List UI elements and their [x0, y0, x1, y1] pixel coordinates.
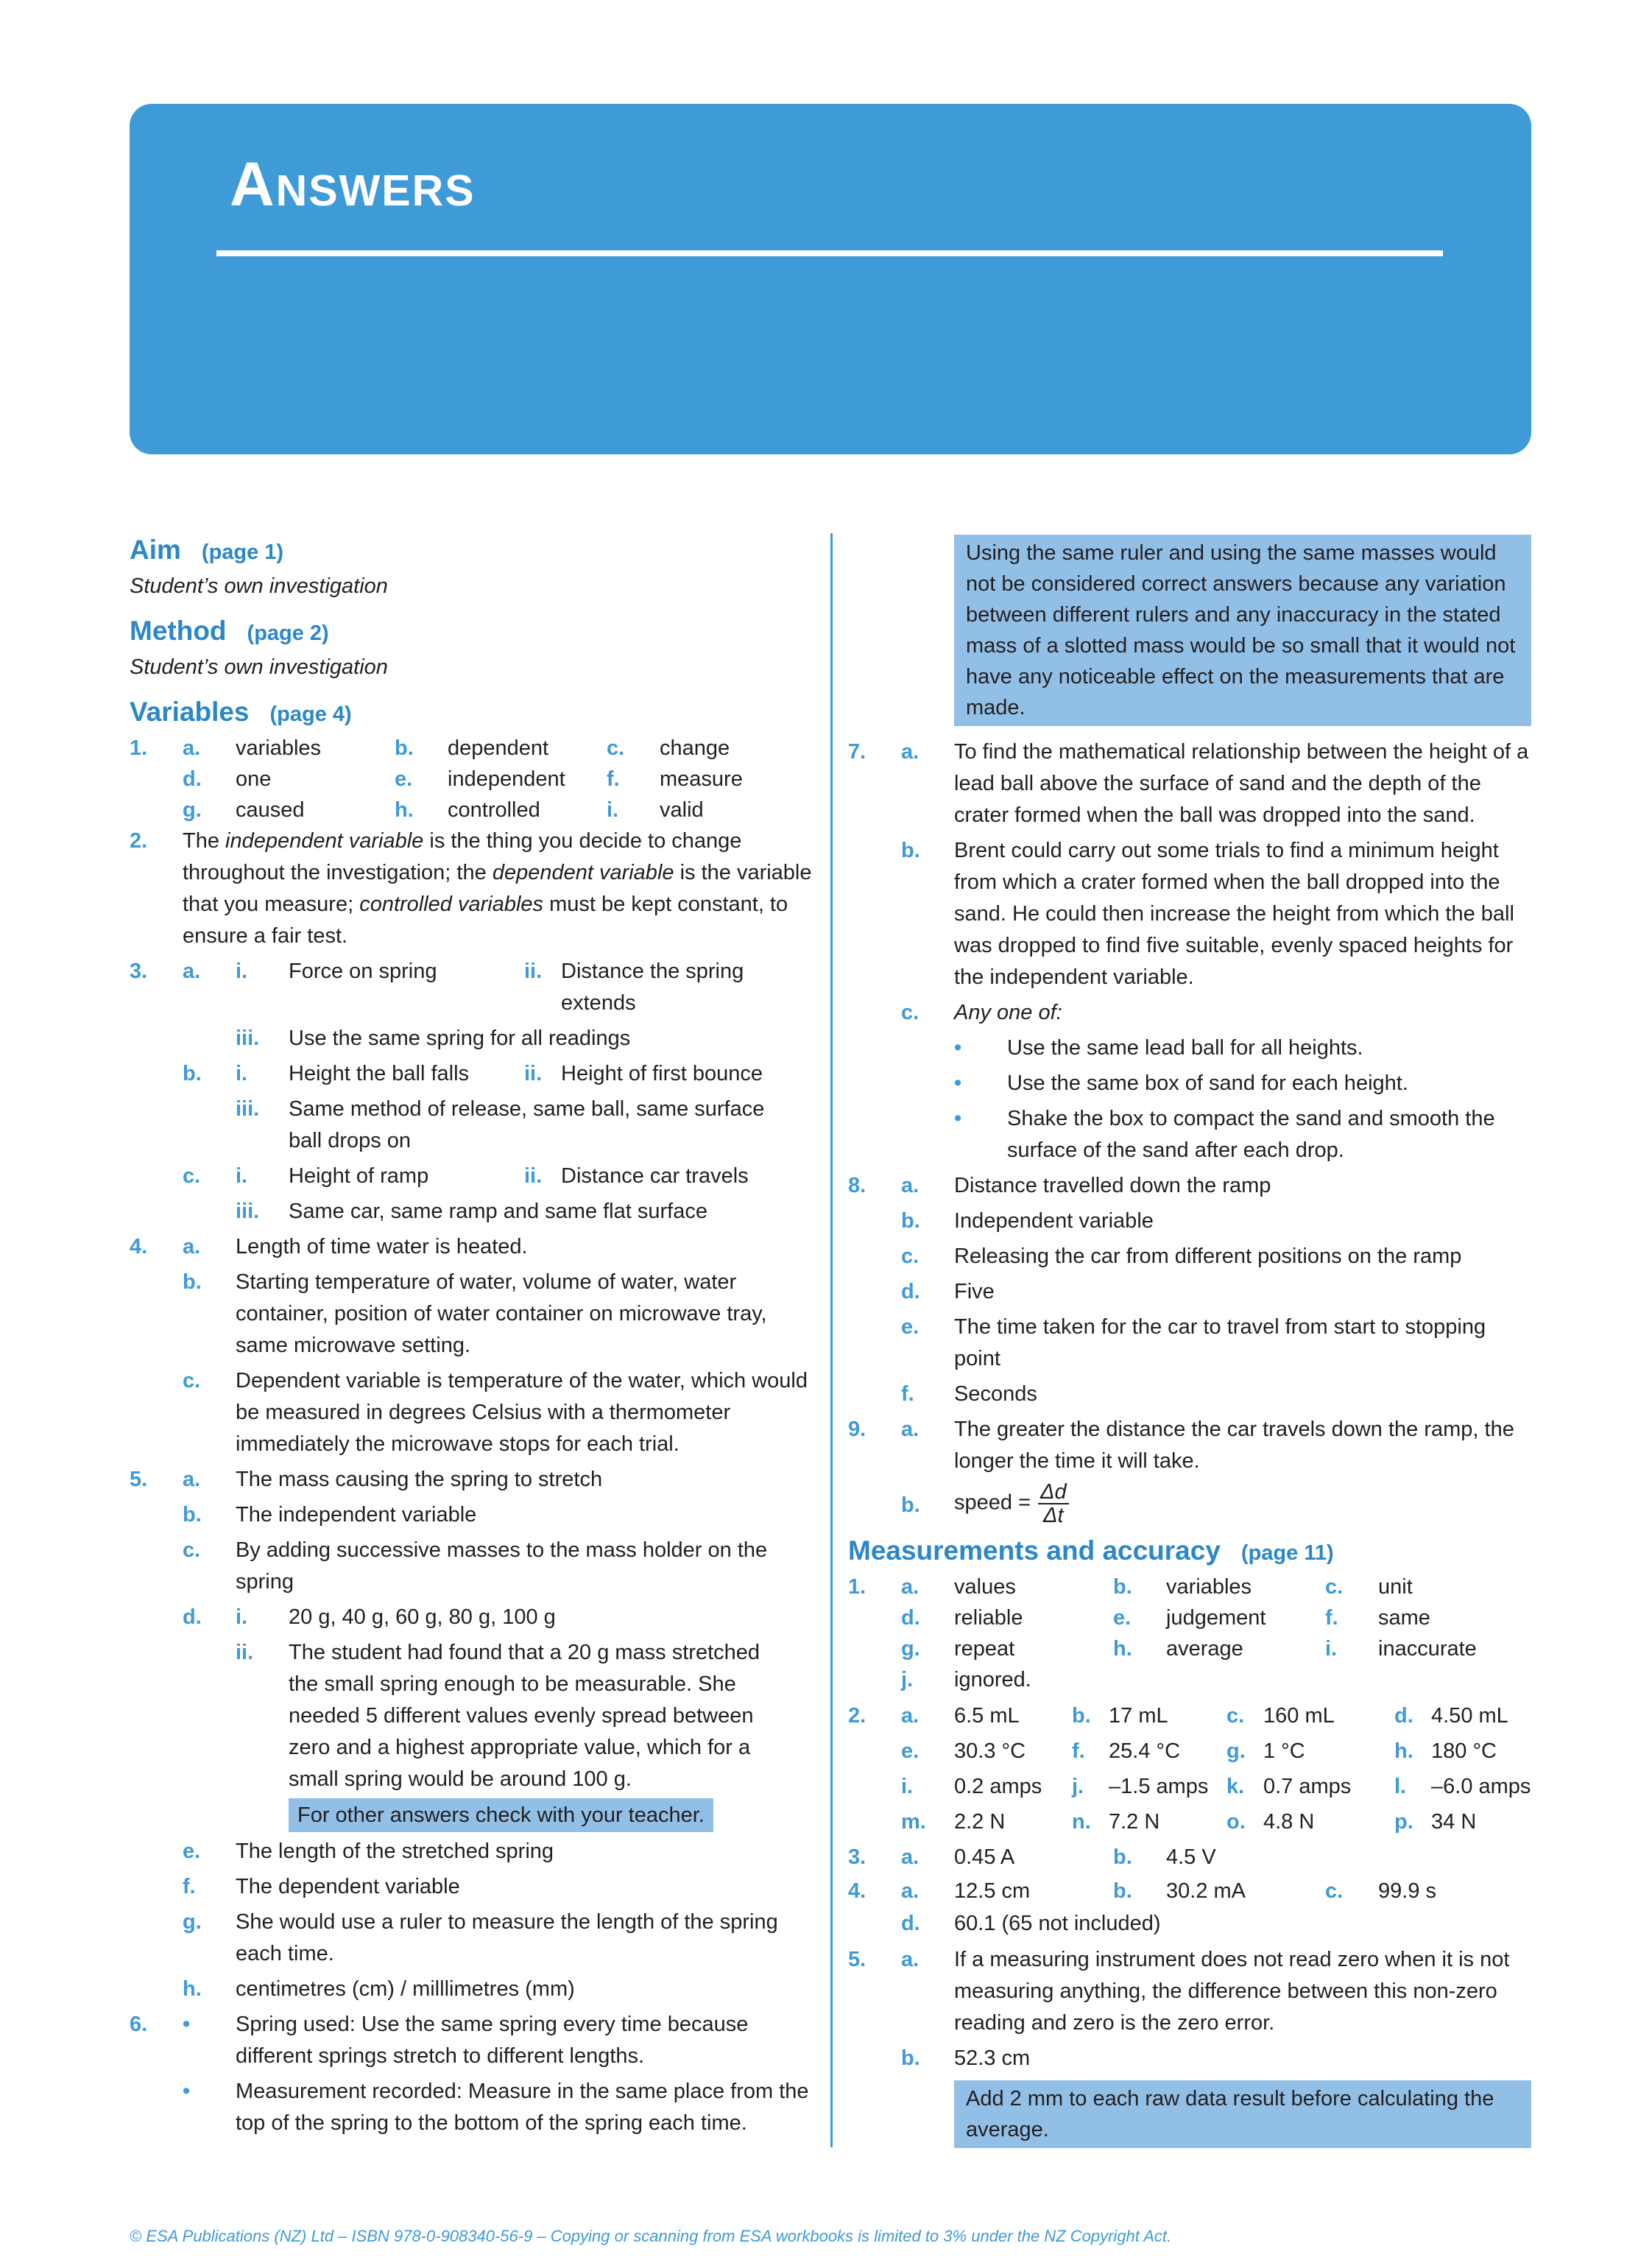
variables-q5a: 5. a. The mass causing the spring to stretch	[130, 1468, 603, 1491]
left-column	[130, 532, 814, 2143]
section-heading-method: Method (page 2)	[130, 616, 329, 646]
measurements-q5b: b. 52.3 cm	[901, 2046, 1031, 2070]
variables-q7c: c. Any one of:	[901, 1001, 1062, 1024]
variables-q2: 2. The independent variable is the thing you decide to change throughout the investigation; the dependent variable is the variable that you measure; controlled variables must be kept constant, to ensure a fair test.	[130, 829, 812, 948]
variables-q9b: b. speed = $\frac{\Delta d}{\Delta t}$	[848, 1481, 1531, 1528]
header-rule	[216, 250, 1443, 256]
page-title: Answers	[230, 149, 476, 219]
variables-q7c-item-1: • Use the same lead ball for all heights.	[954, 1036, 1363, 1060]
variables-q5d-ii: ii. The student had found that a 20 g mass stretched the small spring enough to be measurable. She needed 5 different values evenly spread between zero and a highest appropriate value, which for a small spring would be around 100 g.	[236, 1641, 760, 1791]
variables-q6-item-1: 6. • Spring used: Use the same spring every time because different springs stretch to different lengths.	[130, 2013, 749, 2068]
aim-text: Student’s own investigation	[130, 574, 388, 598]
speed-fraction: $\frac{\Delta d}{\Delta t}$	[1038, 1481, 1069, 1527]
variables-q6-item-2: • Measurement recorded: Measure in the same place from the top of the spring to the bottom of the spring each time.	[183, 2080, 809, 2135]
variables-q5g: g. She would use a ruler to measure the length of the spring each time.	[183, 1910, 778, 1965]
section-heading-aim: Aim (page 1)	[130, 535, 284, 565]
measurements-q5-note: Add 2 mm to each raw data result before calculating the average.	[954, 2080, 1531, 2148]
measurements-q5a: 5. a. If a measuring instrument does not read zero when it is not measuring anything, the difference between this non-zero reading and zero is the zero error.	[848, 1948, 1510, 2035]
variables-q5b: b. The independent variable	[183, 1503, 477, 1527]
measurements-q3: 3. a. 0.45 A b. 4.5 V	[848, 1845, 1216, 1869]
variables-q9a: 9. a. The greater the distance the car travels down the ramp, the longer the time it will take.	[848, 1418, 1514, 1473]
variables-q8e: e. The time taken for the car to travel from start to stopping point	[901, 1315, 1486, 1370]
variables-q8a: 8. a. Distance travelled down the ramp	[848, 1174, 1271, 1197]
variables-q3b-iii: iii. Same method of release, same ball, same surface ball drops on	[236, 1097, 765, 1152]
right-column	[848, 532, 1531, 2148]
variables-q8c: c. Releasing the car from different positions on the ramp	[901, 1245, 1462, 1268]
variables-q5c: c. By adding successive masses to the mass holder on the spring	[183, 1538, 768, 1594]
variables-q5f: f. The dependent variable	[183, 1875, 460, 1898]
variables-q5d-i: d. i. 20 g, 40 g, 60 g, 80 g, 100 g	[183, 1605, 556, 1629]
variables-q8f: f. Seconds	[901, 1382, 1037, 1406]
section-heading-measurements: Measurements and accuracy (page 11)	[848, 1535, 1334, 1566]
method-text: Student’s own investigation	[130, 655, 388, 679]
variables-q8b: b. Independent variable	[901, 1209, 1154, 1233]
variables-q4a: 4. a. Length of time water is heated.	[130, 1235, 528, 1259]
variables-q5h: h. centimetres (cm) / milllimetres (mm)	[183, 1977, 575, 2001]
variables-q5e: e. The length of the stretched spring	[183, 1840, 554, 1863]
column-divider	[830, 533, 833, 2147]
measurements-q1: 1. a. values b. variables c. unit d. reliable e. judgement f. same g. repeat h. average i. inaccurate j. ignored.	[848, 1575, 1477, 1692]
copyright-footer: © ESA Publications (NZ) Ltd – ISBN 978-0-908340-56-9 – Copying or scanning from ESA workbooks is limited to 3% under the NZ Copyright Act.	[130, 2227, 1172, 2245]
measurements-q2: 2. a. 6.5 mL b. 17 mL c. 160 mL d. 4.50 mL e. 30.3 °C f. 25.4 °C g. 1 °C h. 180 °C i. 0.2 amps j. –1.5 amps k. 0.7 amps l. –6.0 amps m. 2.2 N n. 7.2 N o. 4.8 N p. 34 N	[848, 1704, 1531, 1834]
variables-q7a: 7. a. To find the mathematical relationship between the height of a lead ball above the surface of sand and the depth of the crater formed when the ball was dropped into the sand.	[848, 740, 1529, 827]
variables-q4c: c. Dependent variable is temperature of the water, which would be measured in degrees Celsius with a thermometer immediately the microwave stops for each trial.	[183, 1369, 808, 1456]
variables-q3c: c. i. Height of ramp ii. Distance car travels	[183, 1164, 749, 1188]
variables-q7c-item-3: • Shake the box to compact the sand and smooth the surface of the sand after each drop.	[954, 1107, 1495, 1162]
variables-q3b: b. i. Height the ball falls ii. Height of first bounce	[183, 1062, 763, 1085]
variables-q3a-iii: iii. Use the same spring for all readings	[236, 1027, 631, 1050]
section-heading-variables: Variables (page 4)	[130, 697, 352, 727]
variables-q4b: b. Starting temperature of water, volume of water, water container, position of water container on microwave tray, same microwave setting.	[183, 1270, 767, 1357]
teacher-note: For other answers check with your teacher.	[289, 1798, 713, 1832]
variables-q6-note: Using the same ruler and using the same masses would not be considered correct answers because any variation between different rulers and any inaccuracy in the stated mass of a slotted mass would be so small that it would not have any noticeable effect on the measurements that are made.	[954, 535, 1531, 726]
variables-q7c-item-2: • Use the same box of sand for each height.	[954, 1071, 1408, 1095]
question-number: 1.	[130, 736, 148, 760]
variables-q8d: d. Five	[901, 1280, 995, 1303]
variables-q3c-iii: iii. Same car, same ramp and same flat surface	[236, 1200, 707, 1223]
variables-q1: 1. a. variables b. dependent c. change d. one e. independent f. measure g. caused h. controlled i. valid	[130, 733, 814, 826]
measurements-q4: 4. a. 12.5 cm b. 30.2 mA c. 99.9 s d. 60.1 (65 not included)	[848, 1879, 1436, 1935]
variables-q7b: b. Brent could carry out some trials to find a minimum height from which a crater formed when the ball dropped into the sand. He could then increase the height from which the ball was dropped to find five suitable, evenly spaced heights for the independent variable.	[901, 839, 1514, 989]
variables-q3a: 3. a. i. Force on spring ii. Distance the spring extends	[130, 960, 744, 1015]
